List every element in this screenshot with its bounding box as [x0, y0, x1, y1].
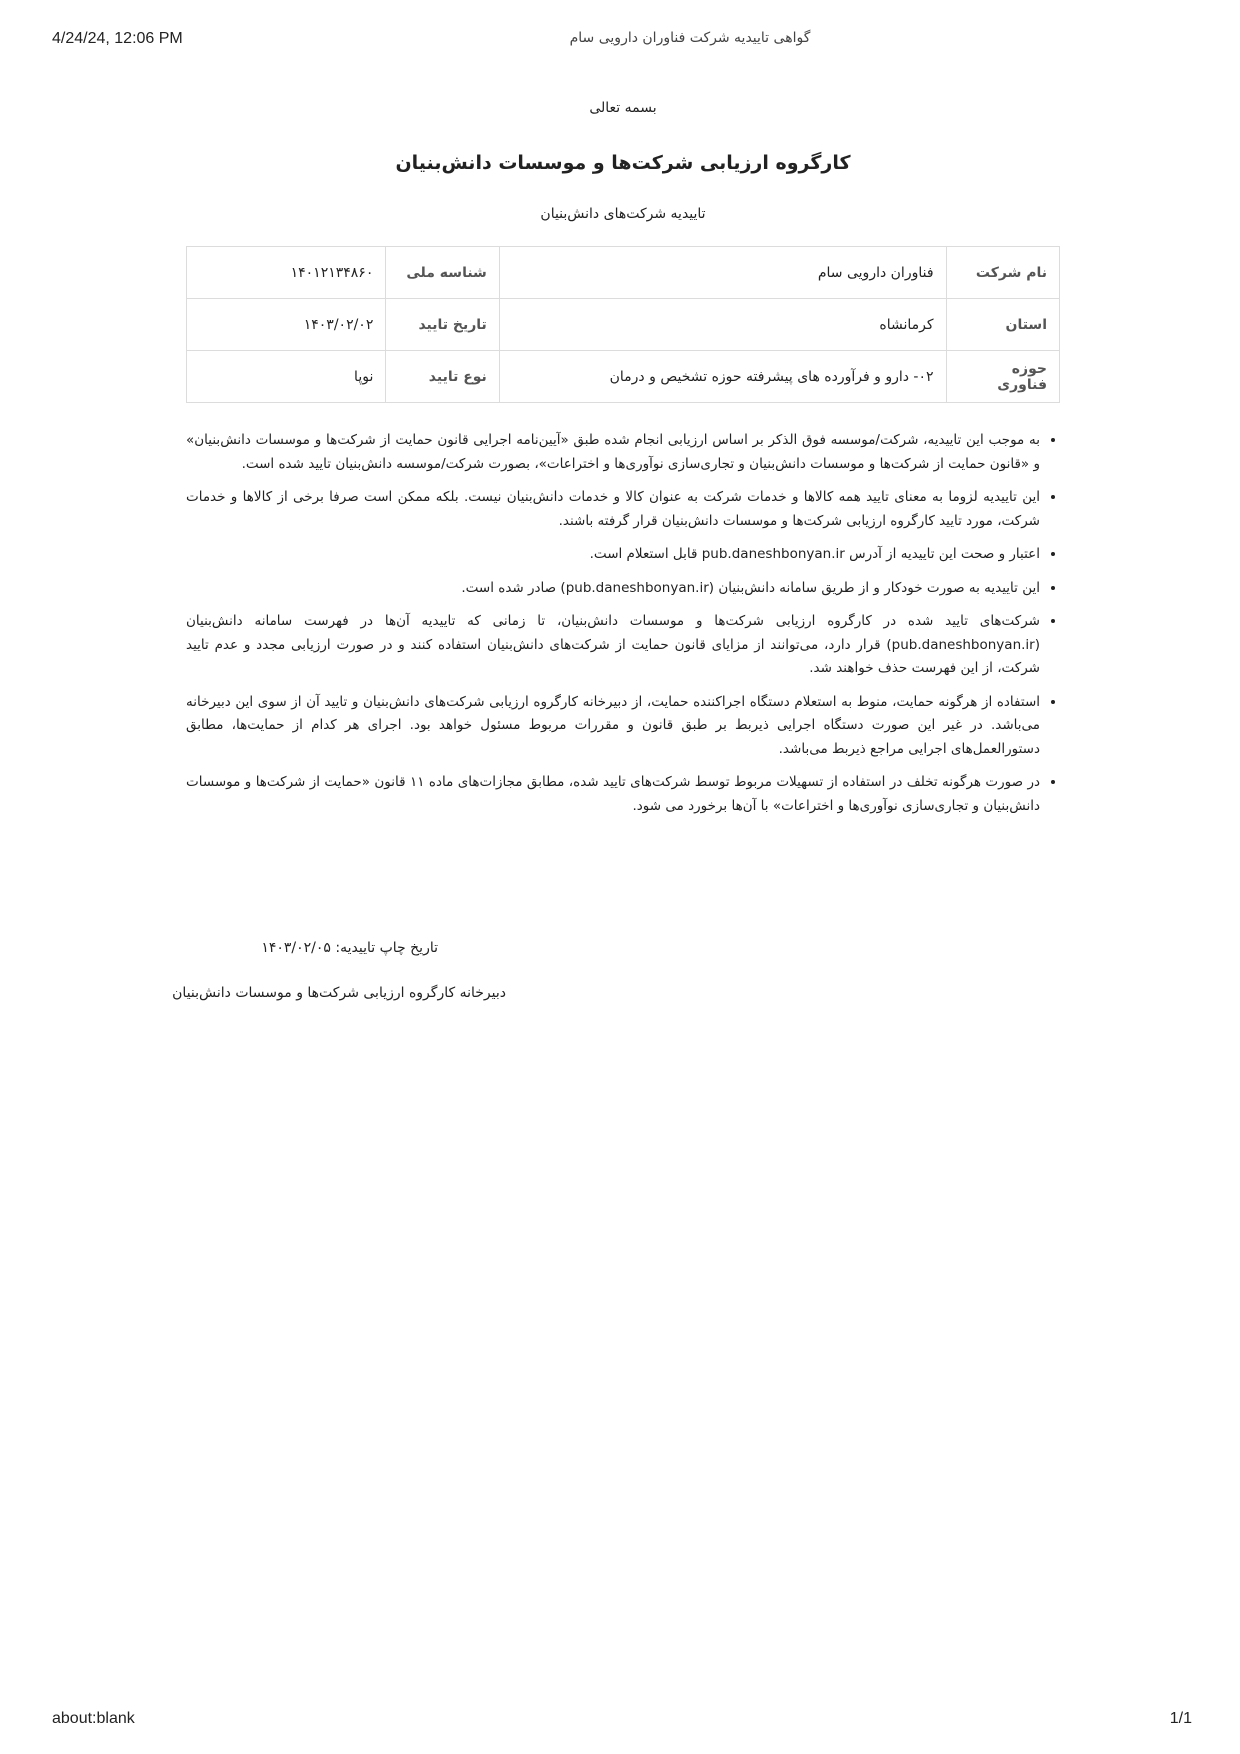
national-id-label: شناسه ملی — [386, 247, 499, 299]
list-item: • این تاییدیه به صورت خودکار و از طریق سامانه دانش‌بنیان (pub.daneshbonyan.ir) صادر شده است. — [186, 577, 1040, 601]
table-row — [187, 247, 1060, 299]
approval-date-label: تاریخ تایید — [386, 299, 499, 351]
document-body — [186, 100, 1060, 828]
approval-date-value: ۱۴۰۳/۰۲/۰۲ — [187, 299, 386, 351]
list-item: • در صورت هرگونه تخلف در استفاده از تسهیلات مربوط توسط شرکت‌های تایید شده، مطابق مجازات‌های ماده ۱۱ قانون «حمایت از شرکت‌ها و موسسات دانش‌بنیان و تجاری‌سازی نوآوری‌ها و اختراعات» با آن‌ها برخورد می شود. — [186, 771, 1040, 818]
signature-text: دبیرخانه کارگروه ارزیابی شرکت‌ها و موسسات دانش‌بنیان — [172, 985, 506, 1001]
basmala: بسمه تعالی — [589, 100, 657, 116]
company-name-value: فناوران دارویی سام — [499, 247, 946, 299]
list-item: • به موجب این تاییدیه، شرکت/موسسه فوق الذکر بر اساس ارزیابی انجام شده طبق «آیین‌نامه اجرایی قانون حمایت از شرکت‌ها و موسسات دانش‌بنیان» و «قانون حمایت از شرکت‌ها و موسسات دانش‌بنیان و تجاری‌سازی نوآوری‌ها و اختراعات»، بصورت شرکت/موسسه دانش‌بنیان تایید شده است. — [186, 429, 1040, 476]
list-item: • استفاده از هرگونه حمایت، منوط به استعلام دستگاه اجراکننده حمایت، از دبیرخانه کارگروه ارزیابی شرکت‌های دانش‌بنیان و تایید آن از سوی این دبیرخانه می‌باشد. در غیر این صورت دستگاه اجرایی ذیربط بر طبق قانون و مقررات مربوط مسئول خواهد بود. اجرای هر کدام از حمایت‌ها، مطابق دستورالعمل‌های اجرایی مراجع ذیربط می‌باشد. — [186, 691, 1040, 762]
company-info-table — [186, 246, 1060, 403]
table-row — [187, 299, 1060, 351]
province-value: کرمانشاه — [499, 299, 946, 351]
list-item: • شرکت‌های تایید شده در کارگروه ارزیابی شرکت‌ها و موسسات دانش‌بنیان، تا زمانی که تاییدیه آن‌ها در فهرست سامانه دانش‌بنیان (pub.daneshbonyan.ir) قرار دارد، می‌توانند از مزایای قانون حمایت از شرکت‌های دانش‌بنیان استفاده کنند و در صورت ارزیابی مجدد و عدم تایید شرکت، از این فهرست حذف خواهند شد. — [186, 610, 1040, 681]
tech-field-label: حوزه فناوری — [946, 351, 1059, 403]
national-id-value: ۱۴۰۱۲۱۳۴۸۶۰ — [187, 247, 386, 299]
document-subtitle: تاییدیه شرکت‌های دانش‌بنیان — [540, 206, 706, 222]
approval-type-value: نوپا — [187, 351, 386, 403]
tech-field-value: ۰۲- دارو و فرآورده های پیشرفته حوزه تشخیص و درمان — [499, 351, 946, 403]
company-name-label: نام شرکت — [946, 247, 1059, 299]
print-header-date: 4/24/24, 12:06 PM — [52, 30, 183, 47]
print-footer-url: about:blank — [52, 1710, 135, 1727]
notes-list — [186, 429, 1060, 818]
list-item: • اعتبار و صحت این تاییدیه از آدرس pub.daneshbonyan.ir قابل استعلام است. — [186, 543, 1040, 567]
list-item: • این تاییدیه لزوما به معنای تایید همه کالاها و خدمات شرکت به عنوان کالا و خدمات دانش‌بنیان نیست. بلکه ممکن است صرفا برخی از کالاها و خدمات شرکت، مورد تایید کارگروه ارزیابی شرکت‌ها و موسسات دانش‌بنیان قرار گرفته باشند. — [186, 486, 1040, 533]
print-date: تاریخ چاپ تاییدیه: ۱۴۰۳/۰۲/۰۵ — [261, 940, 438, 956]
print-header-title: گواهی تاییدیه شرکت فناوران دارویی سام — [569, 30, 811, 46]
approval-type-label: نوع تایید — [386, 351, 499, 403]
table-row — [187, 351, 1060, 403]
document-title: کارگروه ارزیابی شرکت‌ها و موسسات دانش‌بنیان — [395, 152, 851, 174]
province-label: استان — [946, 299, 1059, 351]
print-footer-page-number: 1/1 — [1169, 1710, 1192, 1727]
